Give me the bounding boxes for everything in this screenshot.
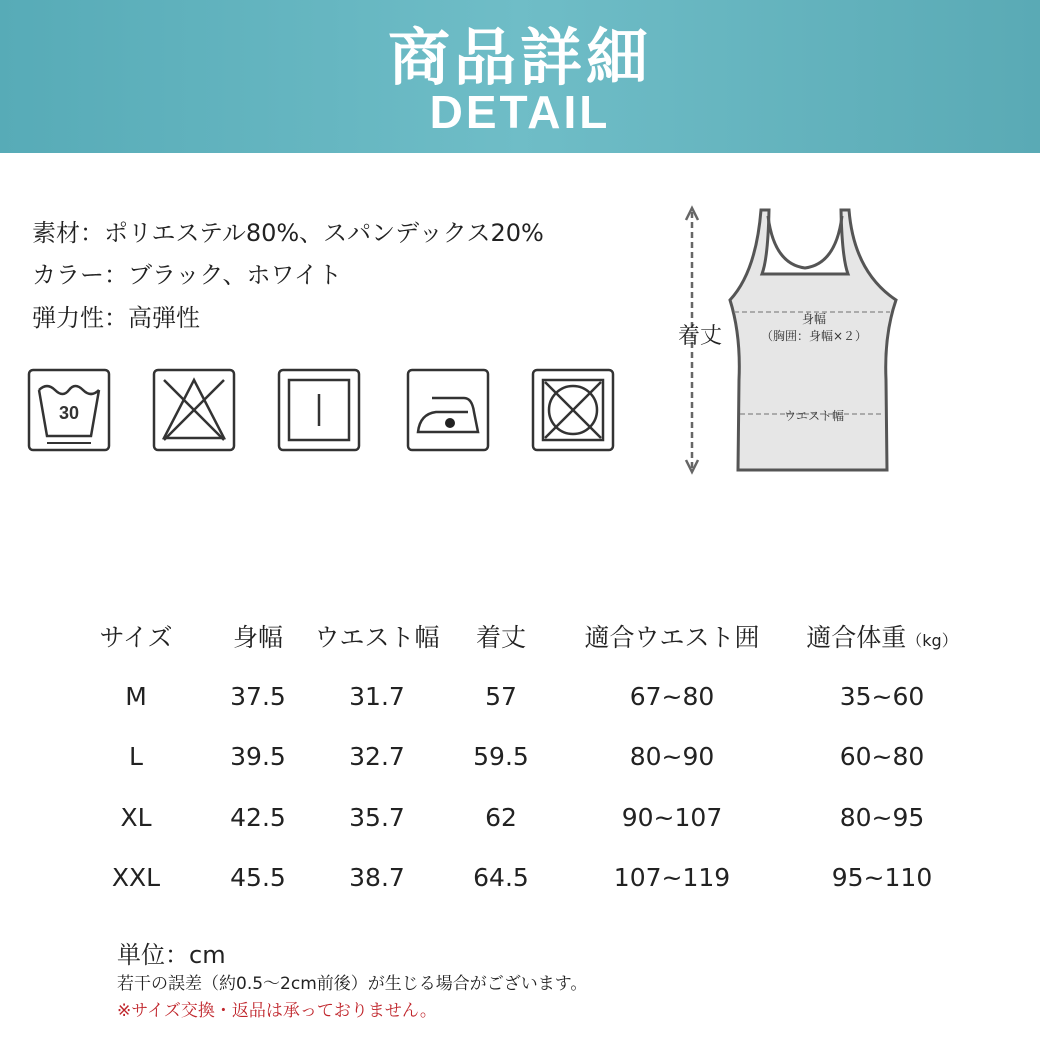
cell-size: M — [125, 681, 147, 711]
cell-size: XXL — [111, 863, 161, 893]
warning-note: ※サイズ交換・返品は承っておりません。 — [117, 1001, 437, 1021]
chest-note: （胸囲：身幅×２） — [760, 329, 868, 343]
header-size: サイズ — [99, 623, 173, 652]
waist-label: ウエスト幅 — [783, 409, 845, 423]
cell-chest: 42.5 — [230, 802, 286, 832]
cell-length: 57 — [485, 681, 517, 711]
table-row — [70, 666, 982, 727]
header-waist: ウエスト幅 — [314, 623, 440, 652]
cell-fit-weight: 80~95 — [839, 802, 925, 832]
cell-length: 62 — [485, 802, 517, 832]
length-label: 着丈 — [677, 324, 722, 349]
line-dry-icon — [277, 368, 361, 452]
size-table — [70, 606, 982, 908]
cell-size: L — [129, 742, 143, 772]
cell-waist: 31.7 — [349, 681, 405, 711]
chest-label: 身幅 — [801, 312, 827, 326]
cell-size: XL — [120, 802, 152, 832]
spec-elasticity: 弾力性：高弾性 — [32, 304, 200, 332]
spec-material: 素材：ポリエステル80%、スパンデックス20% — [32, 219, 544, 247]
cell-chest: 39.5 — [230, 742, 286, 772]
no-bleach-icon — [152, 368, 236, 452]
table-row — [70, 787, 982, 848]
cell-fit-waist: 107~119 — [613, 863, 731, 893]
cell-fit-waist: 90~107 — [621, 802, 723, 832]
cell-waist: 35.7 — [349, 802, 405, 832]
wash-temp-label: 30 — [58, 403, 80, 423]
spec-color: カラー：ブラック、ホワイト — [32, 261, 342, 289]
wash-30-icon — [27, 368, 111, 452]
size-table-header — [70, 606, 982, 666]
unit-note: 単位：cm — [117, 941, 226, 969]
error-note: 若干の誤差（約0.5～2cm前後）が生じる場合がございます。 — [117, 974, 588, 994]
table-row — [70, 848, 982, 909]
cell-length: 59.5 — [473, 742, 529, 772]
cell-chest: 37.5 — [230, 681, 286, 711]
cell-fit-waist: 80~90 — [629, 742, 715, 772]
table-row — [70, 727, 982, 788]
cell-fit-weight: 60~80 — [839, 742, 925, 772]
cell-fit-weight: 35~60 — [839, 681, 925, 711]
header-length: 着丈 — [475, 623, 526, 652]
cell-chest: 45.5 — [230, 863, 286, 893]
header-fit-weight-label: 適合体重 — [806, 623, 907, 652]
garment-neckline — [768, 216, 842, 268]
page-title: 商品詳細 — [387, 21, 652, 94]
header-chest: 身幅 — [232, 623, 283, 652]
iron-low-icon — [406, 368, 490, 452]
cell-fit-waist: 67~80 — [629, 681, 715, 711]
no-tumble-dry-icon — [531, 368, 615, 452]
header-fit-weight — [782, 606, 982, 666]
cell-fit-weight: 95~110 — [831, 863, 933, 893]
page-subtitle: DETAIL — [429, 86, 611, 138]
weight-unit: （kg） — [906, 631, 958, 650]
header-banner — [0, 0, 1040, 153]
cell-waist: 32.7 — [349, 742, 405, 772]
cell-waist: 38.7 — [349, 863, 405, 893]
cell-length: 64.5 — [473, 863, 529, 893]
header-fit-waist: 適合ウエスト囲 — [584, 623, 760, 652]
tank-top-diagram — [660, 200, 920, 490]
